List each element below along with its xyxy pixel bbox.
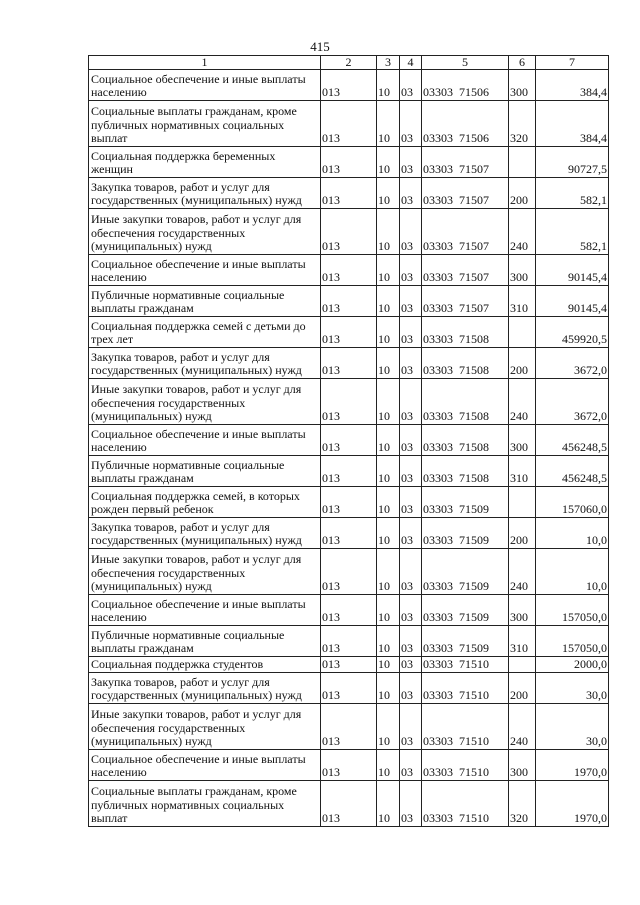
col-7-value: 1970,0: [536, 781, 609, 827]
col-5-value: 03303 71510: [422, 673, 509, 704]
col-3-value: 10: [377, 425, 400, 456]
col-2-value: 013: [321, 317, 377, 348]
col-7-value: 456248,5: [536, 456, 609, 487]
row-name: Иные закупки товаров, работ и услуг для обеспечения государственных (муниципальных) нужд: [89, 209, 321, 255]
col-5-value: 03303 71510: [422, 750, 509, 781]
col-5-value: 03303 71508: [422, 425, 509, 456]
col-5-value: 03303 71509: [422, 626, 509, 657]
col-5-value: 03303 71508: [422, 456, 509, 487]
col-3-value: 10: [377, 317, 400, 348]
col-4-value: 03: [400, 487, 422, 518]
col-4-value: 03: [400, 379, 422, 425]
col-2-value: 013: [321, 255, 377, 286]
col-5-value: 03303 71508: [422, 348, 509, 379]
header-col-2: 2: [321, 56, 377, 70]
col-2-value: 013: [321, 178, 377, 209]
col-4-value: 03: [400, 147, 422, 178]
col-2-value: 013: [321, 487, 377, 518]
col-6-value: 240: [509, 209, 536, 255]
page-number: 415: [310, 39, 330, 54]
col-2-value: 013: [321, 549, 377, 595]
table-row: [89, 101, 609, 147]
col-6-value: [509, 657, 536, 673]
col-4-value: 03: [400, 348, 422, 379]
row-name: Публичные нормативные социальные выплаты гражданам: [89, 626, 321, 657]
col-2-value: 013: [321, 673, 377, 704]
row-name: Социальная поддержка семей, в которых рожден первый ребенок: [89, 487, 321, 518]
table-row: [89, 595, 609, 626]
col-4-value: 03: [400, 286, 422, 317]
row-name: Закупка товаров, работ и услуг для государственных (муниципальных) нужд: [89, 348, 321, 379]
row-name: Социальное обеспечение и иные выплаты населению: [89, 750, 321, 781]
col-7-value: 384,4: [536, 101, 609, 147]
col-4-value: 03: [400, 657, 422, 673]
table-row: [89, 178, 609, 209]
col-5-value: 03303 71510: [422, 657, 509, 673]
table-row: [89, 209, 609, 255]
table-row: [89, 379, 609, 425]
table-row: [89, 518, 609, 549]
col-4-value: 03: [400, 317, 422, 348]
col-6-value: 300: [509, 425, 536, 456]
col-7-value: 90727,5: [536, 147, 609, 178]
col-3-value: 10: [377, 209, 400, 255]
col-5-value: 03303 71508: [422, 317, 509, 348]
col-6-value: 240: [509, 549, 536, 595]
col-4-value: 03: [400, 456, 422, 487]
col-2-value: 013: [321, 147, 377, 178]
col-6-value: 320: [509, 101, 536, 147]
col-4-value: 03: [400, 70, 422, 101]
col-7-value: 157050,0: [536, 626, 609, 657]
table-row: [89, 348, 609, 379]
col-3-value: 10: [377, 101, 400, 147]
table-row: [89, 147, 609, 178]
col-4-value: 03: [400, 209, 422, 255]
col-6-value: 320: [509, 781, 536, 827]
col-5-value: 03303 71507: [422, 147, 509, 178]
col-5-value: 03303 71507: [422, 255, 509, 286]
col-5-value: 03303 71509: [422, 518, 509, 549]
col-2-value: 013: [321, 704, 377, 750]
col-6-value: 200: [509, 348, 536, 379]
col-3-value: 10: [377, 673, 400, 704]
row-name: Социальное обеспечение и иные выплаты населению: [89, 425, 321, 456]
table-row: [89, 286, 609, 317]
col-3-value: 10: [377, 657, 400, 673]
table-row: [89, 487, 609, 518]
table-row: [89, 255, 609, 286]
header-col-4: 4: [400, 56, 422, 70]
col-3-value: 10: [377, 348, 400, 379]
table-row: [89, 750, 609, 781]
row-name: Социальные выплаты гражданам, кроме публичных нормативных социальных выплат: [89, 781, 321, 827]
col-4-value: 03: [400, 626, 422, 657]
row-name: Социальное обеспечение и иные выплаты населению: [89, 70, 321, 101]
col-6-value: 300: [509, 750, 536, 781]
col-5-value: 03303 71508: [422, 379, 509, 425]
col-5-value: 03303 71509: [422, 595, 509, 626]
col-6-value: 240: [509, 704, 536, 750]
col-3-value: 10: [377, 518, 400, 549]
col-4-value: 03: [400, 704, 422, 750]
table-row: [89, 704, 609, 750]
col-7-value: 2000,0: [536, 657, 609, 673]
col-2-value: 013: [321, 425, 377, 456]
row-name: Иные закупки товаров, работ и услуг для обеспечения государственных (муниципальных) нужд: [89, 379, 321, 425]
col-7-value: 90145,4: [536, 286, 609, 317]
col-4-value: 03: [400, 595, 422, 626]
col-2-value: 013: [321, 626, 377, 657]
col-3-value: 10: [377, 626, 400, 657]
col-3-value: 10: [377, 147, 400, 178]
table-row: [89, 626, 609, 657]
header-col-3: 3: [377, 56, 400, 70]
table-row: [89, 657, 609, 673]
col-7-value: 3672,0: [536, 379, 609, 425]
col-3-value: 10: [377, 704, 400, 750]
col-3-value: 10: [377, 487, 400, 518]
col-6-value: [509, 317, 536, 348]
col-3-value: 10: [377, 255, 400, 286]
col-2-value: 013: [321, 348, 377, 379]
col-2-value: 013: [321, 286, 377, 317]
header-col-6: 6: [509, 56, 536, 70]
col-2-value: 013: [321, 518, 377, 549]
table-row: [89, 781, 609, 827]
col-3-value: 10: [377, 750, 400, 781]
col-3-value: 10: [377, 456, 400, 487]
row-name: Социальная поддержка семей с детьми до трех лет: [89, 317, 321, 348]
table-row: [89, 425, 609, 456]
table-row: [89, 456, 609, 487]
col-6-value: 300: [509, 70, 536, 101]
col-5-value: 03303 71509: [422, 487, 509, 518]
row-name: Социальные выплаты гражданам, кроме публичных нормативных социальных выплат: [89, 101, 321, 147]
col-7-value: 384,4: [536, 70, 609, 101]
col-3-value: 10: [377, 781, 400, 827]
col-2-value: 013: [321, 70, 377, 101]
col-2-value: 013: [321, 379, 377, 425]
col-7-value: 90145,4: [536, 255, 609, 286]
col-6-value: 310: [509, 286, 536, 317]
col-3-value: 10: [377, 595, 400, 626]
col-7-value: 582,1: [536, 178, 609, 209]
col-2-value: 013: [321, 781, 377, 827]
col-7-value: 10,0: [536, 518, 609, 549]
col-7-value: 459920,5: [536, 317, 609, 348]
col-6-value: 310: [509, 626, 536, 657]
row-name: Социальное обеспечение и иные выплаты населению: [89, 595, 321, 626]
col-7-value: 30,0: [536, 704, 609, 750]
col-7-value: 456248,5: [536, 425, 609, 456]
col-5-value: 03303 71510: [422, 781, 509, 827]
row-name: Социальная поддержка студентов: [89, 657, 321, 673]
col-7-value: 10,0: [536, 549, 609, 595]
col-7-value: 30,0: [536, 673, 609, 704]
col-5-value: 03303 71510: [422, 704, 509, 750]
row-name: Закупка товаров, работ и услуг для государственных (муниципальных) нужд: [89, 518, 321, 549]
col-5-value: 03303 71507: [422, 178, 509, 209]
col-3-value: 10: [377, 178, 400, 209]
budget-table: [88, 55, 609, 827]
col-3-value: 10: [377, 70, 400, 101]
col-2-value: 013: [321, 657, 377, 673]
header-col-5: 5: [422, 56, 509, 70]
header-col-1: 1: [89, 56, 321, 70]
row-name: Публичные нормативные социальные выплаты гражданам: [89, 286, 321, 317]
row-name: Социальная поддержка беременных женщин: [89, 147, 321, 178]
col-4-value: 03: [400, 673, 422, 704]
header-row: [89, 56, 609, 70]
table-row: [89, 549, 609, 595]
table-row: [89, 673, 609, 704]
col-4-value: 03: [400, 255, 422, 286]
col-6-value: [509, 487, 536, 518]
col-3-value: 10: [377, 379, 400, 425]
col-7-value: 157050,0: [536, 595, 609, 626]
col-5-value: 03303 71507: [422, 286, 509, 317]
col-5-value: 03303 71509: [422, 549, 509, 595]
row-name: Публичные нормативные социальные выплаты гражданам: [89, 456, 321, 487]
col-5-value: 03303 71506: [422, 70, 509, 101]
row-name: Социальное обеспечение и иные выплаты населению: [89, 255, 321, 286]
col-4-value: 03: [400, 178, 422, 209]
col-4-value: 03: [400, 518, 422, 549]
col-6-value: 200: [509, 673, 536, 704]
col-7-value: 582,1: [536, 209, 609, 255]
col-4-value: 03: [400, 101, 422, 147]
col-3-value: 10: [377, 549, 400, 595]
row-name: Иные закупки товаров, работ и услуг для обеспечения государственных (муниципальных) нужд: [89, 704, 321, 750]
col-2-value: 013: [321, 101, 377, 147]
col-6-value: 300: [509, 595, 536, 626]
table-row: [89, 70, 609, 101]
col-4-value: 03: [400, 750, 422, 781]
row-name: Закупка товаров, работ и услуг для государственных (муниципальных) нужд: [89, 673, 321, 704]
header-col-7: 7: [536, 56, 609, 70]
row-name: Иные закупки товаров, работ и услуг для обеспечения государственных (муниципальных) нужд: [89, 549, 321, 595]
col-6-value: [509, 147, 536, 178]
table-row: [89, 317, 609, 348]
col-5-value: 03303 71506: [422, 101, 509, 147]
col-7-value: 3672,0: [536, 348, 609, 379]
col-2-value: 013: [321, 456, 377, 487]
col-2-value: 013: [321, 750, 377, 781]
col-4-value: 03: [400, 549, 422, 595]
col-2-value: 013: [321, 209, 377, 255]
col-6-value: 300: [509, 255, 536, 286]
col-6-value: 240: [509, 379, 536, 425]
col-7-value: 1970,0: [536, 750, 609, 781]
col-5-value: 03303 71507: [422, 209, 509, 255]
col-6-value: 310: [509, 456, 536, 487]
col-3-value: 10: [377, 286, 400, 317]
col-7-value: 157060,0: [536, 487, 609, 518]
col-6-value: 200: [509, 518, 536, 549]
col-2-value: 013: [321, 595, 377, 626]
col-4-value: 03: [400, 425, 422, 456]
col-6-value: 200: [509, 178, 536, 209]
col-4-value: 03: [400, 781, 422, 827]
row-name: Закупка товаров, работ и услуг для государственных (муниципальных) нужд: [89, 178, 321, 209]
